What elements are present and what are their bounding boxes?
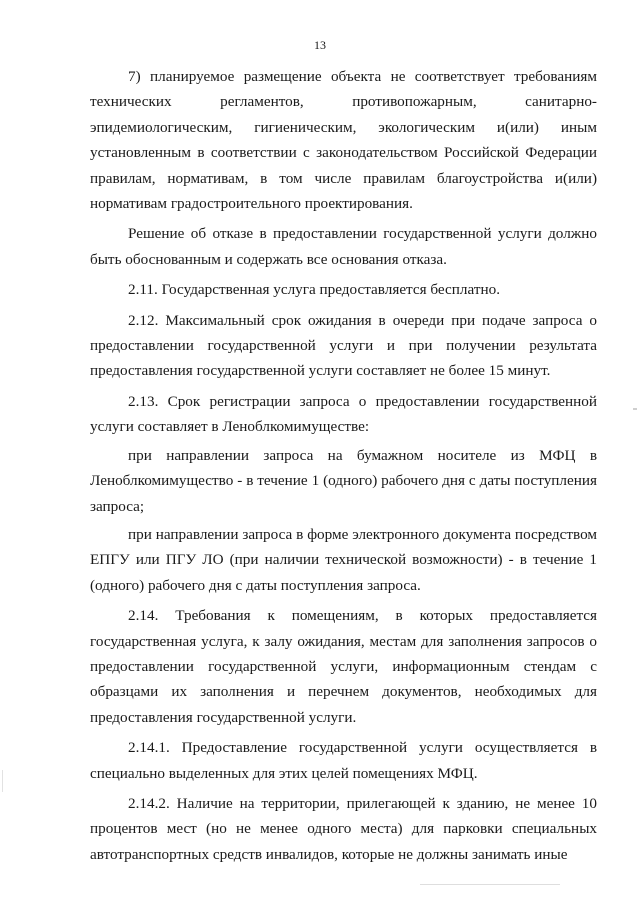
page-number: 13 (314, 38, 326, 52)
paragraph-2-14: 2.14. Требования к помещениям, в которых предоставляется государственная услуга, к залу ожидания, местам для заполнения запросов о предоставлении государственной услуги, информационным стендам с образцами их заполнения и перечнем документов, необходимых для предоставления государственной услуги. (90, 607, 597, 726)
paragraph-2-12: 2.12. Максимальный срок ожидания в очереди при подаче запроса о предоставлении государственной услуги и при получении результата предоставления государственной услуги составляет не более 15 минут. (90, 311, 597, 380)
scan-margin-line (2, 770, 3, 792)
paragraph-2-13: 2.13. Срок регистрации запроса о предоставлении государственной услуги составляет в Леноблкомимуществе: (90, 392, 597, 436)
paragraph-refusal-decision: Решение об отказе в предоставлении государственной услуги должно быть обоснованным и содержать все основания отказа. (90, 225, 597, 268)
paragraph-2-14-1: 2.14.1. Предоставление государственной услуги осуществляется в специально выделенных для этих целей помещениях МФЦ. (90, 739, 597, 782)
paragraph-2-13-paper: при направлении запроса на бумажном носителе из МФЦ в Леноблкомимущество - в течение 1 (одного) рабочего дня с даты поступления запроса; (90, 446, 597, 515)
paragraph-2-14-2: 2.14.2. Наличие на территории, прилегающей к зданию, не менее 10 процентов мест (но не менее одного места) для парковки специальных автотранспортных средств инвалидов, которые не должны занимать иные (90, 794, 597, 863)
paragraph-2-13-electronic: при направлении запроса в форме электронного документа посредством ЕПГУ или ПГУ ЛО (при наличии технической возможности) - в течение 1 (одного) рабочего дня с даты поступления запроса. (90, 525, 597, 594)
scan-speck (633, 408, 637, 410)
document-body (90, 64, 597, 872)
scan-edge-line (420, 884, 560, 885)
paragraph-refusal-ground-7: 7) планируемое размещение объекта не соответствует требованиям технических регламентов, противопожарным, санитарно-эпидемиологическим, гигиеническим, экологическим и(или) иным установленным в соответствии с законодательством Российской Федерации правилам, нормативам, в том числе правилам благоустройства и(или) нормативам градостроительного проектирования. (90, 68, 597, 213)
paragraph-2-11: 2.11. Государственная услуга предоставляется бесплатно. (128, 281, 501, 299)
